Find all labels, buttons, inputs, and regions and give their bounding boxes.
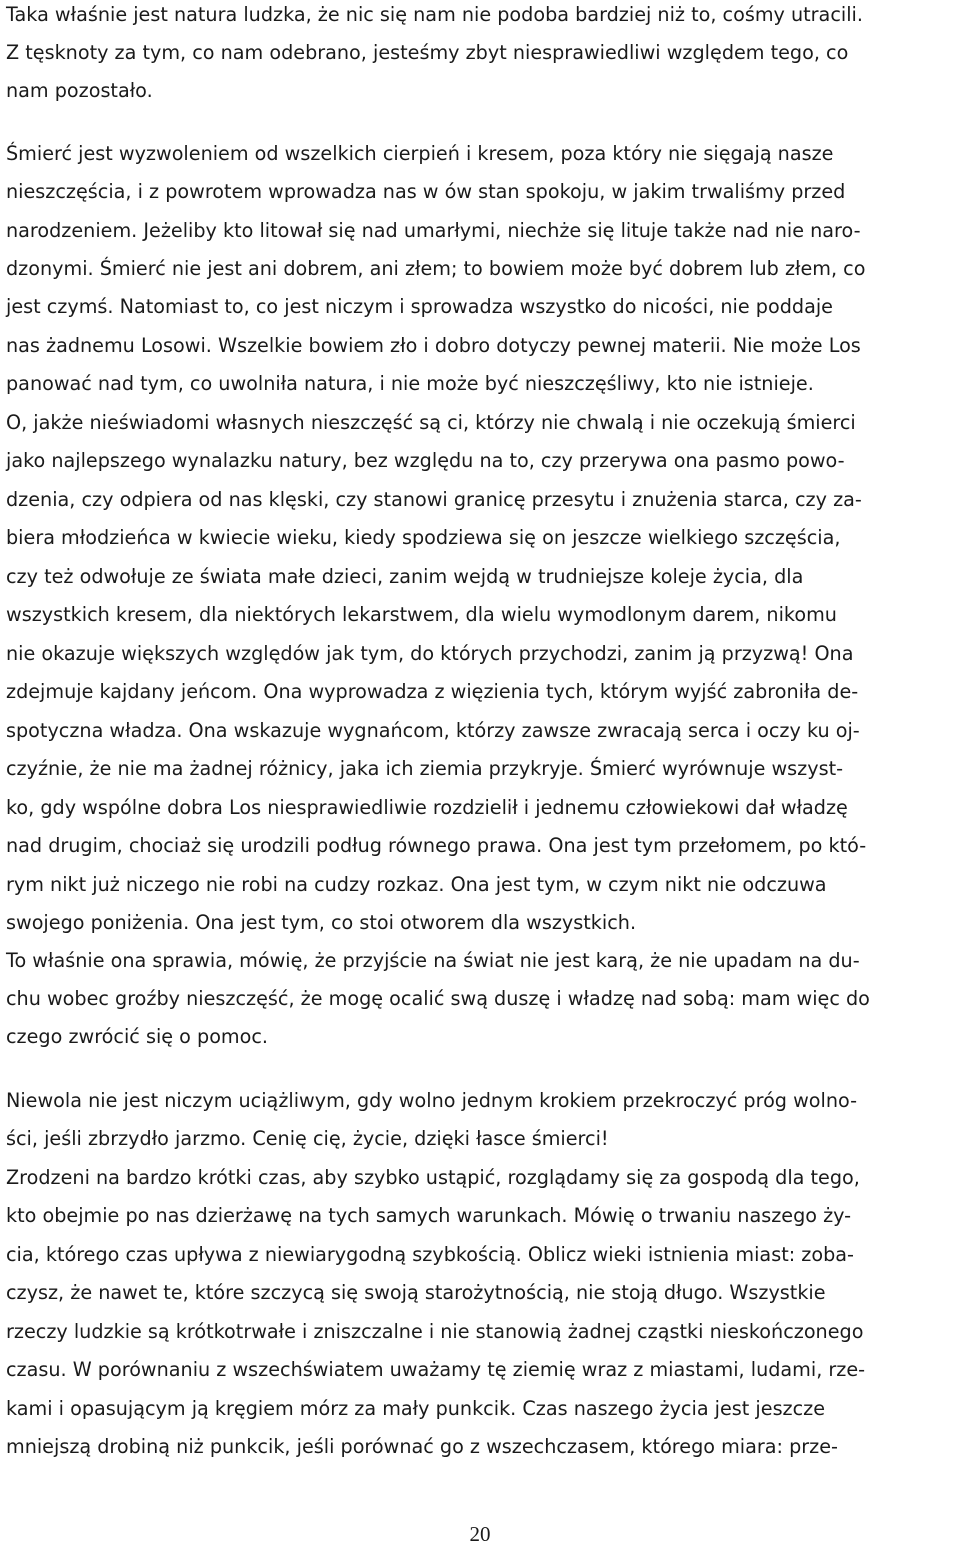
text-line: czysz, że nawet te, które szczycą się swoją starożytnością, nie stoją długo. Wszystkie — [6, 1281, 826, 1304]
text-line: O, jakże nieświadomi własnych nieszczęść są ci, którzy nie chwalą i nie oczekują śmierci — [6, 411, 856, 434]
text-line: rym nikt już niczego nie robi na cudzy rozkaz. Ona jest tym, w czym nikt nie odczuwa — [6, 873, 827, 896]
text-line: jest czymś. Natomiast to, co jest niczym i sprowadza wszystko do nicości, nie poddaje — [6, 295, 833, 318]
text-line: dzonymi. Śmierć nie jest ani dobrem, ani złem; to bowiem może być dobrem lub złem, co — [6, 257, 866, 280]
text-line: czego zwrócić się o pomoc. — [6, 1025, 269, 1048]
text-line: nieszczęścia, i z powrotem wprowadza nas w ów stan spokoju, w jakim trwaliśmy przed — [6, 180, 846, 203]
text-line: Niewola nie jest niczym uciążliwym, gdy wolno jednym krokiem przekroczyć próg wolno- — [6, 1089, 858, 1112]
text-line: zdejmuje kajdany jeńcom. Ona wyprowadza z więzienia tych, którym wyjść zabroniła de- — [6, 680, 859, 703]
text-line: czy też odwołuje ze świata małe dzieci, zanim wejdą w trudniejsze koleje życia, dla — [6, 565, 804, 588]
text-line: To właśnie ona sprawia, mówię, że przyjście na świat nie jest karą, że nie upadam na du- — [6, 949, 860, 972]
text-line: swojego poniżenia. Ona jest tym, co stoi otworem dla wszystkich. — [6, 911, 637, 934]
text-line: rzeczy ludzkie są krótkotrwałe i zniszczalne i nie stanowią żadnej cząstki nieskończonego — [6, 1320, 864, 1343]
text-line: dzenia, czy odpiera od nas klęski, czy stanowi granicę przesytu i znużenia starca, czy za- — [6, 488, 862, 511]
text-line: nie okazuje większych względów jak tym, do których przychodzi, zanim ją przyzwą! Ona — [6, 642, 854, 665]
text-line: Taka właśnie jest natura ludzka, że nic się nam nie podoba bardziej niż to, cośmy utracili. — [6, 3, 863, 26]
text-line: ści, jeśli zbrzydło jarzmo. Cenię cię, życie, dzięki łasce śmierci! — [6, 1127, 609, 1150]
text-line: kami i opasującym ją kręgiem mórz za mały punkcik. Czas naszego życia jest jeszcze — [6, 1397, 826, 1420]
text-line: nas żadnemu Losowi. Wszelkie bowiem zło i dobro dotyczy pewnej materii. Nie może Los — [6, 334, 861, 357]
text-line: czyźnie, że nie ma żadnej różnicy, jaka ich ziemia przykryje. Śmierć wyrównuje wszyst- — [6, 757, 844, 780]
text-line: mniejszą drobiną niż punkcik, jeśli porównać go z wszechczasem, którego miara: prze- — [6, 1435, 838, 1458]
text-line: Śmierć jest wyzwoleniem od wszelkich cierpień i kresem, poza który nie sięgają nasze — [6, 142, 834, 165]
text-line: nad drugim, chociaż się urodzili podług równego prawa. Ona jest tym przełomem, po któ- — [6, 834, 867, 857]
text-line: cia, którego czas upływa z niewiarygodną szybkością. Oblicz wieki istnienia miast: zoba- — [6, 1243, 854, 1266]
text-line: nam pozostało. — [6, 79, 153, 102]
text-line: kto obejmie po nas dzierżawę na tych samych warunkach. Mówię o trwaniu naszego ży- — [6, 1204, 852, 1227]
text-line: jako najlepszego wynalazku natury, bez względu na to, czy przerywa ona pasmo powo- — [6, 449, 845, 472]
text-line: wszystkich kresem, dla niektórych lekarstwem, dla wielu wymodlonym darem, nikomu — [6, 603, 837, 626]
page-number: 20 — [469, 1522, 491, 1546]
text-line: Z tęsknoty za tym, co nam odebrano, jesteśmy zbyt niesprawiedliwi względem tego, co — [6, 41, 849, 64]
text-line: spotyczna władza. Ona wskazuje wygnańcom, którzy zawsze zwracają serca i oczy ku oj- — [6, 719, 860, 742]
text-line: chu wobec groźby nieszczęść, że mogę ocalić swą duszę i władzę nad sobą: mam więc do — [6, 987, 870, 1010]
text-line: narodzeniem. Jeżeliby kto litował się nad umarłymi, niechże się lituje także nad nie naro- — [6, 219, 861, 242]
text-line: biera młodzieńca w kwiecie wieku, kiedy spodziewa się on jeszcze wielkiego szczęścia, — [6, 526, 841, 549]
text-line: panować nad tym, co uwolniła natura, i nie może być nieszczęśliwy, kto nie istnieje. — [6, 372, 814, 395]
text-line: czasu. W porównaniu z wszechświatem uważamy tę ziemię wraz z miastami, ludami, rze- — [6, 1358, 866, 1381]
text-line: ko, gdy wspólne dobra Los niesprawiedliwie rozdzielił i jednemu człowiekowi dał władzę — [6, 796, 848, 819]
text-line: Zrodzeni na bardzo krótki czas, aby szybko ustąpić, rozglądamy się za gospodą dla tego, — [6, 1166, 860, 1189]
